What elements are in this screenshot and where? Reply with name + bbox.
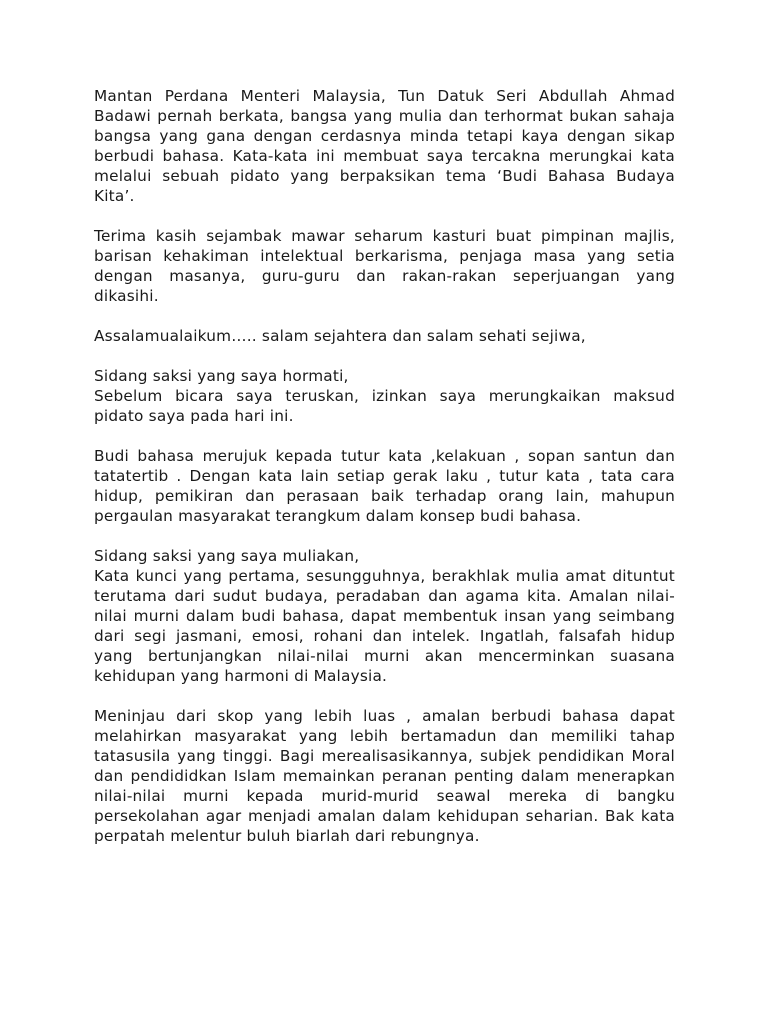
paragraph-purpose bbox=[94, 366, 675, 426]
paragraph-body: Sebelum bicara saya teruskan, izinkan saya merungkaikan maksud pidato saya pada hari ini. bbox=[94, 387, 675, 425]
document-page bbox=[94, 86, 675, 866]
paragraph-broader-scope: Meninjau dari skop yang lebih luas , amalan berbudi bahasa dapat melahirkan masyarakat yang lebih bertamadun dan memiliki tahap tatasusila yang tinggi. Bagi merealisasikannya, subjek pendidikan Moral dan pendididkan Islam memainkan peranan penting dalam menerapkan nilai-nilai murni kepada murid-murid seawal mereka di bangku persekolahan agar menjadi amalan dalam kehidupan seharian. Bak kata perpatah melentur buluh biarlah dari rebungnya. bbox=[94, 707, 675, 845]
greeting-line: Sidang saksi yang saya hormati, bbox=[94, 367, 349, 385]
paragraph-intro: Mantan Perdana Menteri Malaysia, Tun Datuk Seri Abdullah Ahmad Badawi pernah berkata, bangsa yang mulia dan terhormat bukan sahaja bangsa yang gana dengan cerdasnya minda tetapi kaya dengan sikap berbudi bahasa. Kata-kata ini membuat saya tercakna merungkai kata melalui sebuah pidato yang berpaksikan tema ‘Budi Bahasa Budaya Kita’. bbox=[94, 87, 675, 205]
greeting-line: Sidang saksi yang saya muliakan, bbox=[94, 547, 360, 565]
paragraph-body: Kata kunci yang pertama, sesungguhnya, berakhlak mulia amat dituntut terutama dari sudut budaya, peradaban dan agama kita. Amalan nilai-nilai murni dalam budi bahasa, dapat membentuk insan yang seimbang dari segi jasmani, emosi, rohani dan intelek. Ingatlah, falsafah hidup yang bertunjangkan nilai-nilai murni akan mencerminkan suasana kehidupan yang harmoni di Malaysia. bbox=[94, 567, 675, 685]
paragraph-acknowledgement: Terima kasih sejambak mawar seharum kasturi buat pimpinan majlis, barisan kehakiman intelektual berkarisma, penjaga masa yang setia dengan masanya, guru-guru dan rakan-rakan seperjuangan yang dikasihi. bbox=[94, 227, 675, 305]
paragraph-keypoint-one bbox=[94, 546, 675, 686]
paragraph-definition: Budi bahasa merujuk kepada tutur kata ,kelakuan , sopan santun dan tatatertib . Dengan kata lain setiap gerak laku , tutur kata , tata cara hidup, pemikiran dan perasaan baik terhadap orang lain, mahupun pergaulan masyarakat terangkum dalam konsep budi bahasa. bbox=[94, 447, 675, 525]
paragraph-salutation: Assalamualaikum….. salam sejahtera dan salam sehati sejiwa, bbox=[94, 327, 586, 345]
